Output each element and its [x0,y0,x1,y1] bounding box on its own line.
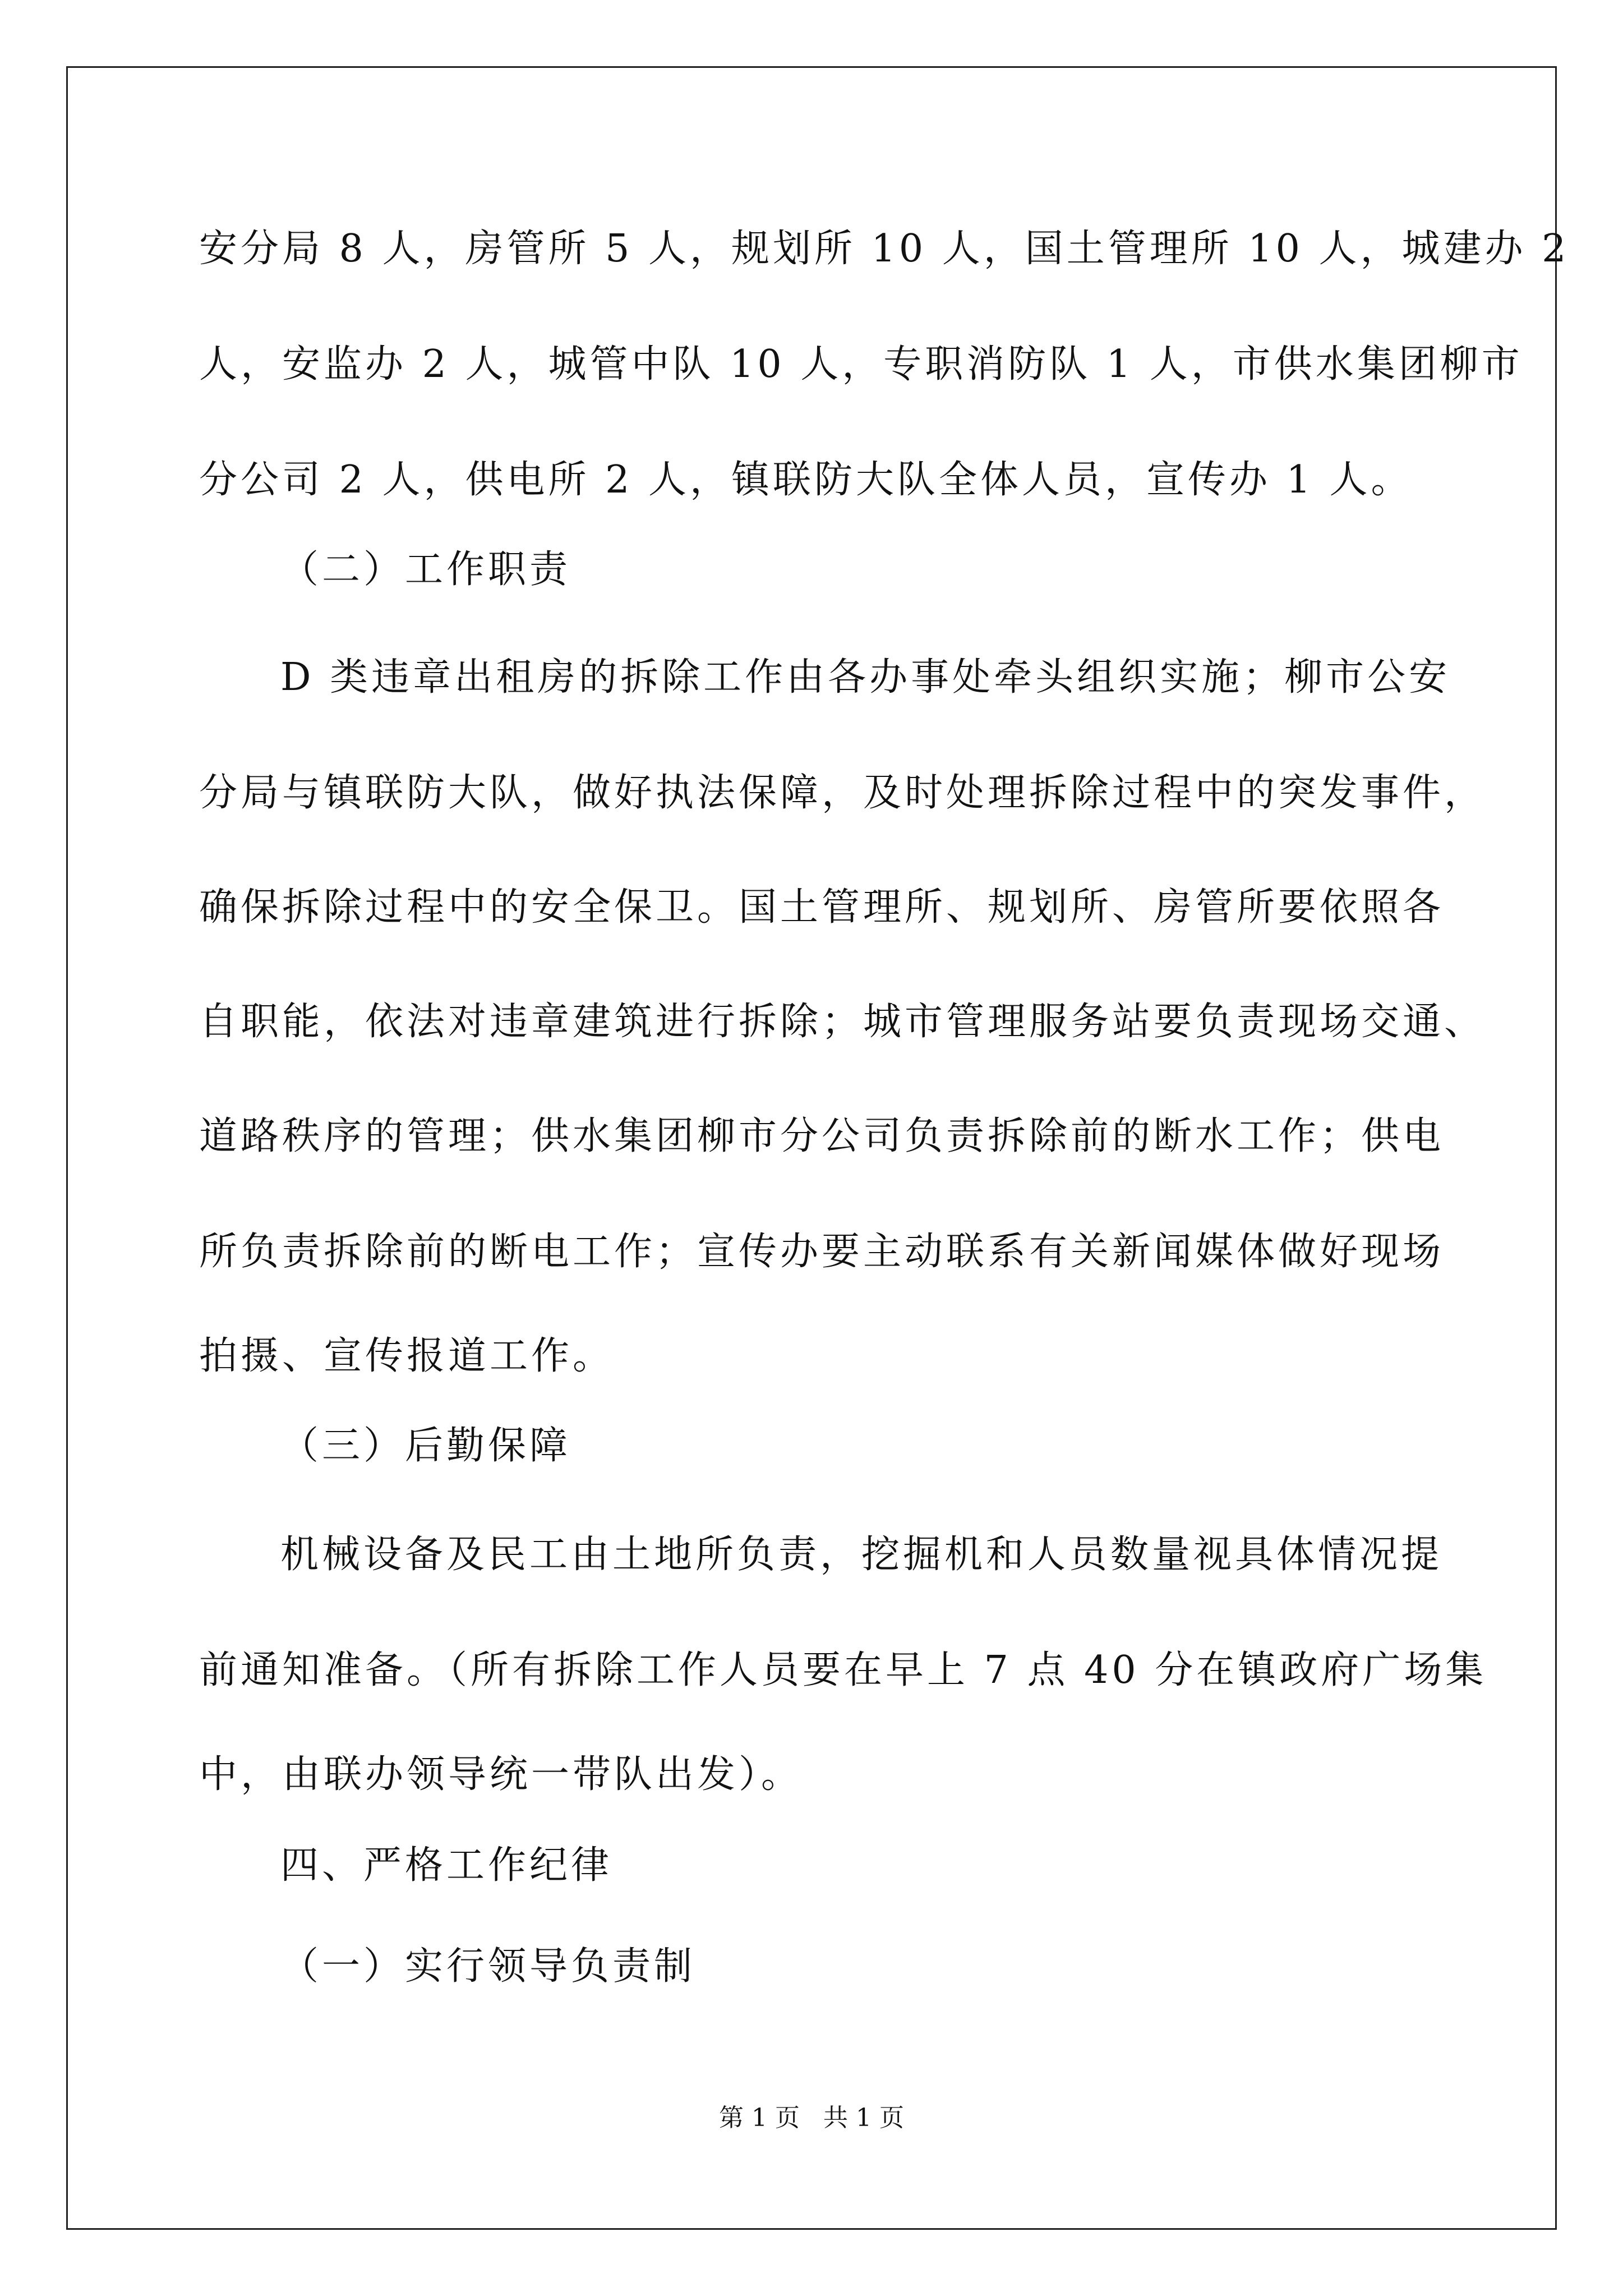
section-heading: （一）实行领导负责制 [280,1944,696,1989]
section-heading: （二）工作职责 [280,547,571,592]
text-line: 中，由联办领导统一带队出发）。 [199,1752,803,1797]
text-line: 前通知准备。（所有拆除工作人员要在早上 7 点 40 分在镇政府广场集 [199,1648,1487,1692]
text-line: 分局与镇联防大队，做好执法保障，及时处理拆除过程中的突发事件， [199,771,1486,815]
text-line: 人，安监办 2 人，城管中队 10 人，专职消防队 1 人，市供水集团柳市 [199,342,1523,386]
text-line: 安分局 8 人，房管所 5 人，规划所 10 人，国土管理所 10 人，城建办 2 [199,227,1570,271]
text-line: 所负责拆除前的断电工作；宣传办要主动联系有关新闻媒体做好现场 [199,1230,1445,1274]
text-line: 拍摄、宣传报道工作。 [199,1334,615,1378]
text-line: 道路秩序的管理；供水集团柳市分公司负责拆除前的断水工作；供电 [199,1114,1445,1158]
section-heading: 四、严格工作纪律 [280,1843,613,1888]
text-line: 分公司 2 人，供电所 2 人，镇联防大队全体人员，宣传办 1 人。 [199,458,1413,502]
text-line: D 类违章出租房的拆除工作由各办事处牵头组织实施；柳市公安 [280,655,1451,700]
text-line: 机械设备及民工由土地所负责，挖掘机和人员数量视具体情况提 [280,1533,1443,1577]
text-line: 自职能，依法对违章建筑进行拆除；城市管理服务站要负责现场交通、 [199,1000,1486,1044]
section-heading: （三）后勤保障 [280,1424,571,1468]
text-line: 确保拆除过程中的安全保卫。国土管理所、规划所、房管所要依照各 [199,885,1445,930]
page-footer: 第 1 页 共 1 页 [719,2104,904,2132]
